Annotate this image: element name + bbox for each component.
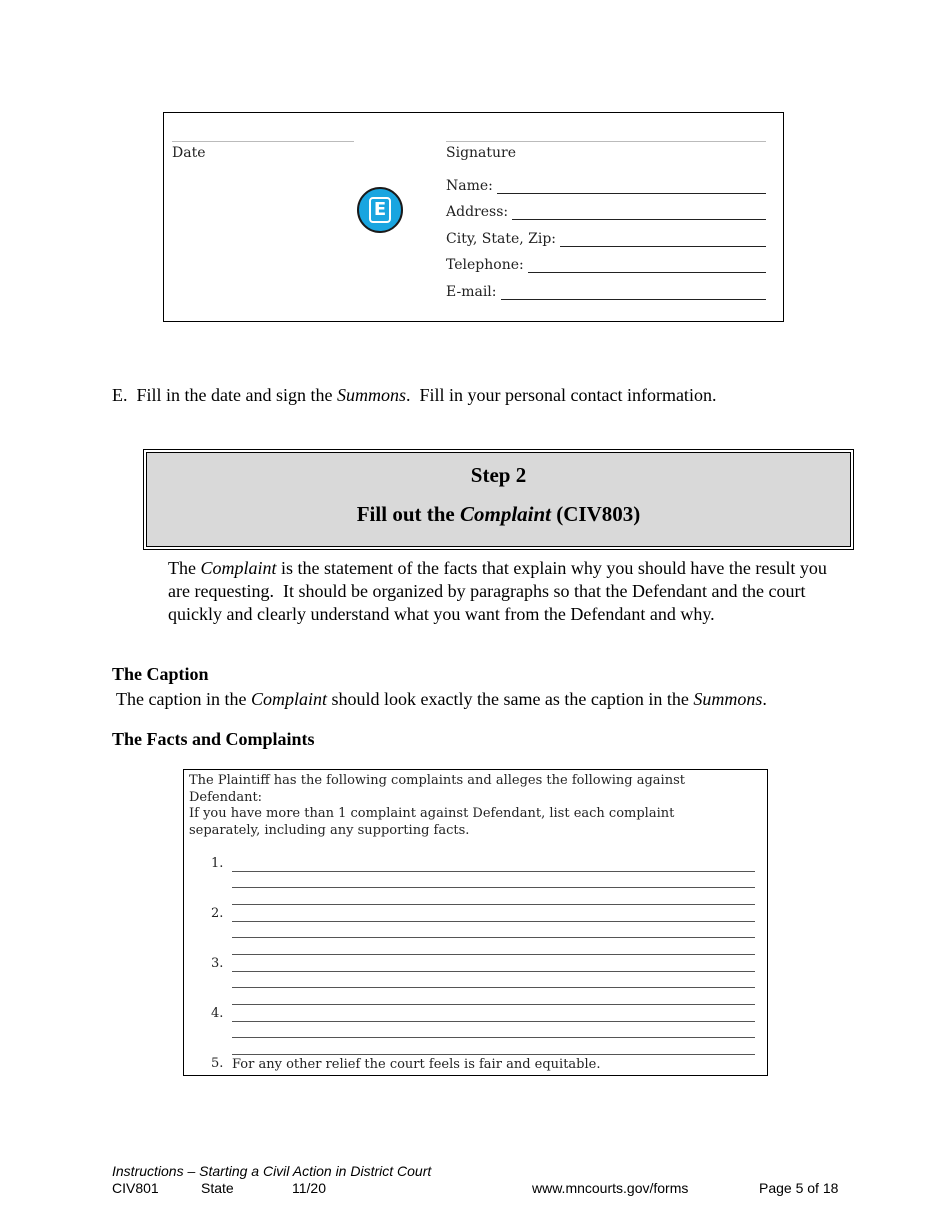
footer-website[interactable]: www.mncourts.gov/forms bbox=[532, 1180, 689, 1196]
telephone-line bbox=[528, 258, 766, 273]
step-2-subtitle-1: Fill out the bbox=[356, 502, 460, 526]
write-line bbox=[232, 1037, 755, 1038]
facts-line-2: If you have more than 1 complaint against Defendant, list each complaint separately, including any supporting facts. bbox=[189, 806, 675, 838]
complaint-intro-rest: is the statement of the facts that explain why you should have the result you are requesting. It should be organized by paragraphs so that the Defendant and the court quickly and clearly understand what you want from the Defendant and why. bbox=[168, 558, 832, 624]
city-state-zip-field bbox=[446, 231, 766, 247]
instruction-e-italic: Summons bbox=[336, 385, 406, 405]
signature-line bbox=[446, 141, 766, 142]
instruction-e-text-1: Fill in the date and sign the bbox=[136, 385, 337, 405]
telephone-label: Telephone: bbox=[446, 257, 524, 273]
footer-date: 11/20 bbox=[292, 1180, 326, 1196]
caption-italic-2: Summons bbox=[693, 689, 763, 709]
write-line bbox=[232, 987, 755, 988]
city-state-zip-label: City, State, Zip: bbox=[446, 231, 557, 247]
complaint-intro bbox=[168, 557, 832, 626]
complaint-intro-italic: Complaint bbox=[200, 558, 277, 578]
complaint-number-5: 5. bbox=[211, 1056, 224, 1071]
date-line bbox=[172, 141, 354, 142]
write-line bbox=[232, 921, 755, 922]
complaint-number-2: 2. bbox=[211, 906, 224, 921]
write-line bbox=[232, 1054, 755, 1055]
caption-text-2: should look exactly the same as the caption in the bbox=[326, 689, 694, 709]
facts-form-excerpt bbox=[183, 769, 768, 1076]
caption-text-1: The caption in the bbox=[116, 689, 251, 709]
write-line bbox=[232, 904, 755, 905]
write-line bbox=[232, 1004, 755, 1005]
facts-heading: The Facts and Complaints bbox=[112, 729, 315, 749]
complaint-number-4: 4. bbox=[211, 1006, 224, 1021]
caption-heading: The Caption bbox=[112, 664, 209, 684]
email-line bbox=[501, 285, 766, 300]
footer-page-number: Page 5 of 18 bbox=[759, 1180, 839, 1196]
address-line bbox=[512, 205, 766, 220]
complaint-number-1: 1. bbox=[211, 856, 224, 871]
write-line bbox=[232, 871, 755, 872]
footer-form-id: CIV801 bbox=[112, 1180, 159, 1196]
write-line bbox=[232, 937, 755, 938]
email-label: E-mail: bbox=[446, 284, 497, 300]
name-label: Name: bbox=[446, 178, 493, 194]
instruction-e bbox=[112, 384, 832, 407]
signature-block bbox=[163, 112, 784, 322]
step-2-inner bbox=[146, 452, 851, 547]
write-line bbox=[232, 971, 755, 972]
complaint-intro-pre: The bbox=[168, 558, 201, 578]
caption-italic-1: Complaint bbox=[250, 689, 327, 709]
complaint-number-3: 3. bbox=[211, 956, 224, 971]
instruction-e-prefix: E. bbox=[112, 385, 128, 405]
write-line bbox=[232, 887, 755, 888]
city-state-zip-line bbox=[560, 232, 766, 247]
name-field bbox=[446, 178, 766, 194]
caption-text bbox=[116, 688, 836, 711]
email-field bbox=[446, 284, 766, 300]
signature-label: Signature bbox=[446, 145, 517, 161]
step-2-subtitle-2: (CIV803) bbox=[551, 502, 641, 526]
instruction-e-text-2: . Fill in your personal contact information. bbox=[406, 385, 717, 405]
badge-letter: E bbox=[369, 197, 391, 223]
footer-doc-title: Instructions – Starting a Civil Action in District Court bbox=[112, 1163, 432, 1179]
step-2-title: Step 2 bbox=[470, 463, 527, 487]
step-2-subtitle bbox=[144, 502, 853, 527]
step-2-subtitle-italic: Complaint bbox=[459, 502, 552, 526]
address-label: Address: bbox=[446, 204, 509, 220]
complaint-item-5: For any other relief the court feels is fair and equitable. bbox=[232, 1057, 601, 1072]
write-line bbox=[232, 954, 755, 955]
caption-text-3: . bbox=[762, 689, 767, 709]
date-label: Date bbox=[172, 145, 206, 161]
step-e-badge-icon bbox=[357, 187, 403, 233]
step-2-box bbox=[143, 449, 854, 550]
telephone-field bbox=[446, 257, 766, 273]
write-line bbox=[232, 1021, 755, 1022]
footer-jurisdiction: State bbox=[201, 1180, 234, 1196]
name-line bbox=[497, 179, 766, 194]
facts-line-1: The Plaintiff has the following complaints and alleges the following against Defendant: bbox=[189, 773, 685, 805]
address-field bbox=[446, 204, 766, 220]
